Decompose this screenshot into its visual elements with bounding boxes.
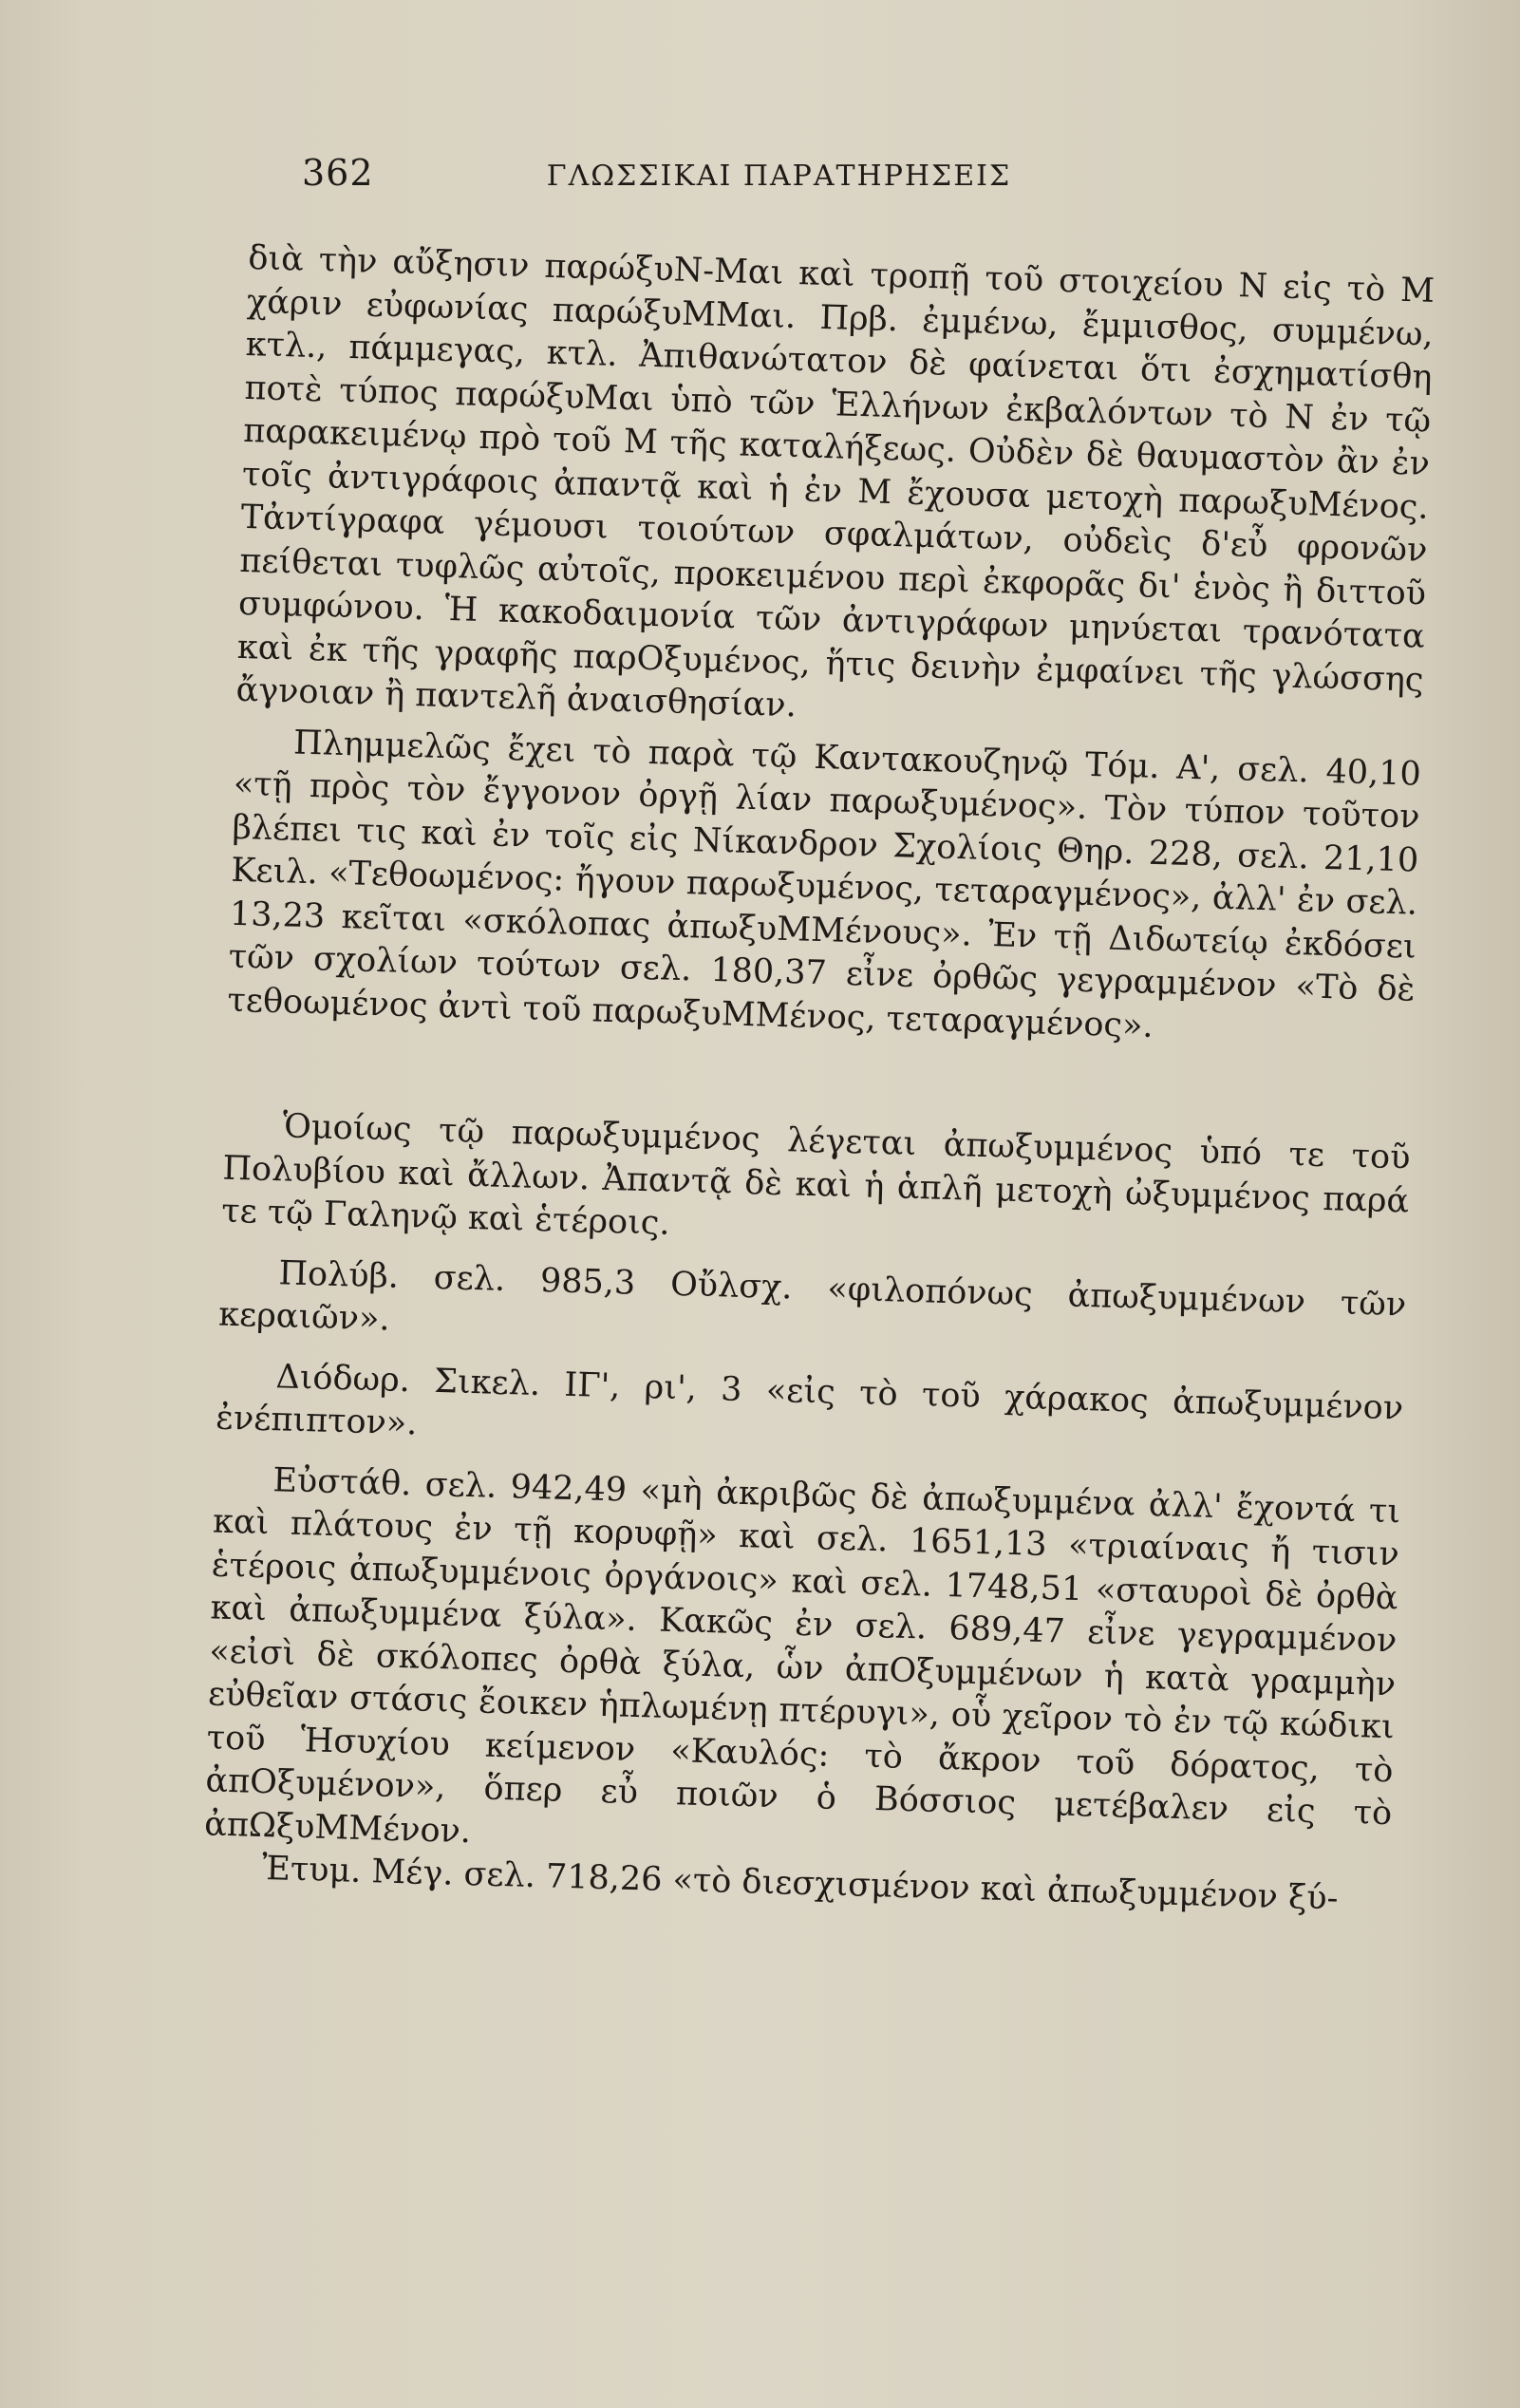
paragraph: Διόδωρ. Σικελ. ΙΓ', ρι', 3 «εἰς τὸ τοῦ χάρακος ἀπωξυμμένον ἐνέπιπτον».: [215, 1357, 1404, 1443]
running-head: ΓΛΩΣΣΙΚΑΙ ΠΑΡΑΤΗΡΗΣΕΙΣ: [546, 160, 1012, 193]
paragraph: Ὁμοίως τῷ παρωξυμμένος λέγεται ἀπωξυμμένος ὑπό τε τοῦ Πολυβίου καὶ ἄλλων. Ἀπαντᾷ δὲ καὶ ἡ ἁπλῆ μετοχὴ ὠξυμμένος παρά τε τῷ Γαληνῷ καὶ ἑτέροις.: [220, 1107, 1411, 1243]
paragraph: Ἐτυμ. Μέγ. σελ. 718,26 «τὸ διεσχισμένον καὶ ἀπωξυμμένον ξύ-: [261, 1850, 1339, 1918]
page-header: [0, 152, 1520, 209]
paragraph: Πλημμελῶς ἔχει τὸ παρὰ τῷ Καντακουζηνῷ Τόμ. Α', σελ. 40,10 «τῇ πρὸς τὸν ἔγγονον ὀργῇ λίαν παρωξυμένος». Τὸν τύπον τοῦτον βλέπει τις καὶ ἐν τοῖς εἰς Νίκανδρον Σχολίοις Θηρ. 228, σελ. 21,10 Κειλ. «Τεθοωμένος: ἤγουν παρωξυμένος, τεταραγμένος», ἀλλ' ἐν σελ. 13,23 κεῖται «σκόλοπας ἀπωξυΜΜένους». Ἐν τῇ Διδωτείῳ ἐκδόσει τῶν σχολίων τούτων σελ. 180,37 εἶνε ὀρθῶς γεγραμμένον «Τὸ δὲ τεθοωμένος ἀντὶ τοῦ παρωξυΜΜένος, τεταραγμένος».: [227, 724, 1422, 1045]
paragraph: Πολύβ. σελ. 985,3 Οὔλσχ. «φιλοπόνως ἀπωξυμμένων τῶν κεραιῶν».: [217, 1253, 1407, 1339]
paragraph: διὰ τὴν αὔξησιν παρώξυΝ-Μαι καὶ τροπῇ τοῦ στοιχείου Ν εἰς τὸ Μ χάριν εὐφωνίας παρώξυΜΜαι. Πρβ. ἐμμένω, ἔμμισθος, συμμένω, κτλ., πάμμεγας, κτλ. Ἀπιθανώτατον δὲ φαίνεται ὅτι ἐσχηματίσθη ποτὲ τύπος παρώξυΜαι ὑπὸ τῶν Ἑλλήνων ἐκβαλόντων τὸ Ν ἐν τῷ παρακειμένῳ πρὸ τοῦ Μ τῆς καταλήξεως. Οὐδὲν δὲ θαυμαστὸν ἂν ἐν τοῖς ἀντιγράφοις ἀπαντᾷ καὶ ἡ ἐν Μ ἔχουσα μετοχὴ παρωξυΜένος. Τἀντίγραφα γέμουσι τοιούτων σφαλμάτων, οὐδεὶς δ'εὖ φρονῶν πείθεται τυφλῶς αὐτοῖς, προκειμένου περὶ ἐκφορᾶς δι' ἑνὸς ἢ διττοῦ συμφώνου. Ἡ κακοδαιμονία τῶν ἀντιγράφων μηνύεται τρανότατα καὶ ἐκ τῆς γραφῆς παρΟξυμένος, ἥτις δεινὴν ἐμφαίνει τῆς γλώσσης ἄγνοιαν ἢ παντελῆ ἀναισθησίαν.: [235, 238, 1436, 725]
body-text: [202, 237, 1435, 1923]
page-number: 362: [302, 152, 374, 194]
paragraph: Εὐστάθ. σελ. 942,49 «μὴ ἀκριβῶς δὲ ἀπωξυμμένα ἀλλ' ἔχοντά τι καὶ πλάτους ἐν τῇ κορυφῇ» καὶ σελ. 1651,13 «τριαίναις ἤ τισιν ἑτέροις ἀπωξυμμένοις ὀργάνοις» καὶ σελ. 1748,51 «σταυροὶ δὲ ὀρθὰ καὶ ἀπωξυμμένα ξύλα». Κακῶς ἐν σελ. 689,47 εἶνε γεγραμμένον «εἰσὶ δὲ σκόλοπες ὀρθὰ ξύλα, ὧν ἀπΟξυμμένων ἡ κατὰ γραμμὴν εὐθεῖαν στάσις ἔοικεν ἡπλωμένῃ πτέρυγι», οὗ χεῖρον τὸ ἐν τῷ κώδικι τοῦ Ἡσυχίου κείμενον «Καυλός: τὸ ἄκρον τοῦ δόρατος, τὸ ἀπΟξυμένον», ὅπερ εὖ ποιῶν ὁ Βόσσιος μετέβαλεν εἰς τὸ ἀπΩξυΜΜένον.: [203, 1460, 1401, 1851]
